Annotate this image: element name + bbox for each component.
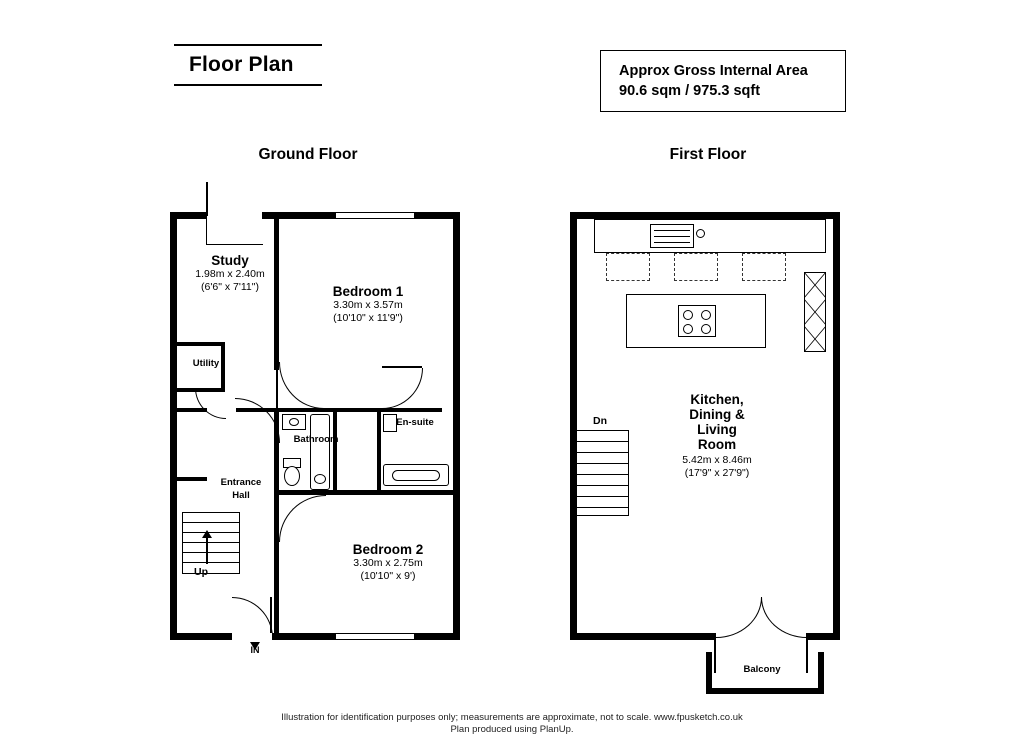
label-main-line3: Living <box>697 422 737 437</box>
footer-producer: Plan produced using PlanUp. <box>450 724 574 735</box>
label-bathroom <box>274 433 358 446</box>
label-bedroom1-dim-m: 3.30m x 3.57m <box>333 299 403 311</box>
kitchen-counter-hatch <box>804 272 826 352</box>
fixture-ensuite-bath-inner <box>392 470 440 481</box>
label-entry-in-text: IN <box>250 645 260 655</box>
wall-ff-exterior-left <box>570 212 577 640</box>
staircase-first <box>577 430 629 516</box>
kitchen-unit-2 <box>674 253 718 281</box>
wall-exterior-bottom <box>170 633 460 640</box>
area-value: 90.6 sqm / 975.3 sqft <box>619 83 761 99</box>
hob-ring-3 <box>683 324 693 334</box>
title-block <box>174 44 322 86</box>
window-bedroom2-bottom <box>336 633 414 640</box>
wall-bathroom-ensuite-divider <box>333 408 337 495</box>
footer-disclaimer: Illustration for identification purposes only; measurements are approximate, not to scale. www.fpusketch.co.uk <box>281 712 743 723</box>
label-study-dim-ft: (6'6" x 7'11") <box>201 281 259 293</box>
label-balcony-text: Balcony <box>743 664 781 675</box>
page-title: Floor Plan <box>189 53 294 76</box>
door-leaf-ensuite <box>382 366 422 368</box>
label-study-dim-m: 1.98m x 2.40m <box>195 268 265 280</box>
hob-ring-4 <box>701 324 711 334</box>
label-main-line2: Dining & <box>689 407 745 422</box>
label-entrance-hall <box>196 476 286 502</box>
label-utility-name: Utility <box>192 358 220 369</box>
label-bedroom2-dim-m: 3.30m x 2.75m <box>353 557 423 569</box>
fixture-bathtub-drain <box>314 474 326 484</box>
wall-ff-exterior-top <box>570 212 840 219</box>
label-utility <box>178 357 234 370</box>
label-kitchen-dining-living <box>650 392 784 480</box>
stairs-up-arrow <box>202 530 212 564</box>
label-ensuite <box>380 416 450 429</box>
door-opening-entrance <box>232 633 272 640</box>
gross-internal-area-box <box>600 50 846 112</box>
label-study-name: Study <box>211 253 249 268</box>
kitchen-unit-3 <box>742 253 786 281</box>
wall-utility-top <box>177 342 225 346</box>
door-arc-utility <box>195 388 225 418</box>
kitchen-counter-run-top <box>594 219 826 253</box>
caption-first-floor: First Floor <box>669 146 747 163</box>
label-entrance-hall-line2: Hall <box>232 490 250 501</box>
label-entry-in <box>240 644 270 657</box>
label-study <box>176 253 284 294</box>
label-bedroom2-dim-ft: (10'10" x 9') <box>360 570 416 582</box>
label-bedroom1-dim-ft: (10'10" x 11'9") <box>333 312 403 324</box>
hob-ring-2 <box>701 310 711 320</box>
area-label: Approx Gross Internal Area <box>619 63 808 79</box>
label-main-line1: Kitchen, <box>690 392 744 407</box>
label-bedroom2 <box>320 542 456 583</box>
wall-bathroom-top <box>274 408 442 412</box>
window-bedroom1-top <box>336 212 414 219</box>
label-stairs-up-text: Up <box>194 566 208 578</box>
label-stairs-up <box>186 566 216 579</box>
label-bedroom1-name: Bedroom 1 <box>332 284 404 299</box>
door-arc-entrance <box>232 597 272 637</box>
door-arc-bedroom1 <box>279 362 323 408</box>
footer <box>0 712 1024 736</box>
label-entrance-hall-line1: Entrance <box>220 477 262 488</box>
fixture-bathroom-sink-basin <box>289 418 299 426</box>
door-arc-ensuite <box>382 368 422 408</box>
label-bathroom-name: Bathroom <box>293 434 339 445</box>
label-main-dim-ft: (17'9" x 27'9") <box>684 467 750 479</box>
label-bedroom2-name: Bedroom 2 <box>352 542 424 557</box>
wall-ff-exterior-bottom-left <box>570 633 716 640</box>
door-leaf-entrance <box>270 597 272 637</box>
label-bedroom1 <box>302 284 434 325</box>
caption-ground-floor: Ground Floor <box>258 146 358 163</box>
door-arc-front-top <box>206 184 263 245</box>
fixture-kitchen-tap <box>696 229 705 238</box>
kitchen-unit-1 <box>606 253 650 281</box>
hob-ring-1 <box>683 310 693 320</box>
label-balcony <box>714 663 810 676</box>
label-main-line4: Room <box>697 437 737 452</box>
label-stairs-down <box>585 415 615 428</box>
wall-ff-exterior-right <box>833 212 840 640</box>
label-ensuite-name: En-suite <box>396 417 434 428</box>
fixture-toilet-bowl <box>284 466 300 486</box>
label-main-dim-m: 5.42m x 8.46m <box>682 454 752 466</box>
title-rule-bottom <box>174 84 322 86</box>
door-arc-bathroom <box>235 398 279 442</box>
door-leaf-front-top <box>206 182 208 216</box>
label-stairs-down-text: Dn <box>593 415 607 427</box>
